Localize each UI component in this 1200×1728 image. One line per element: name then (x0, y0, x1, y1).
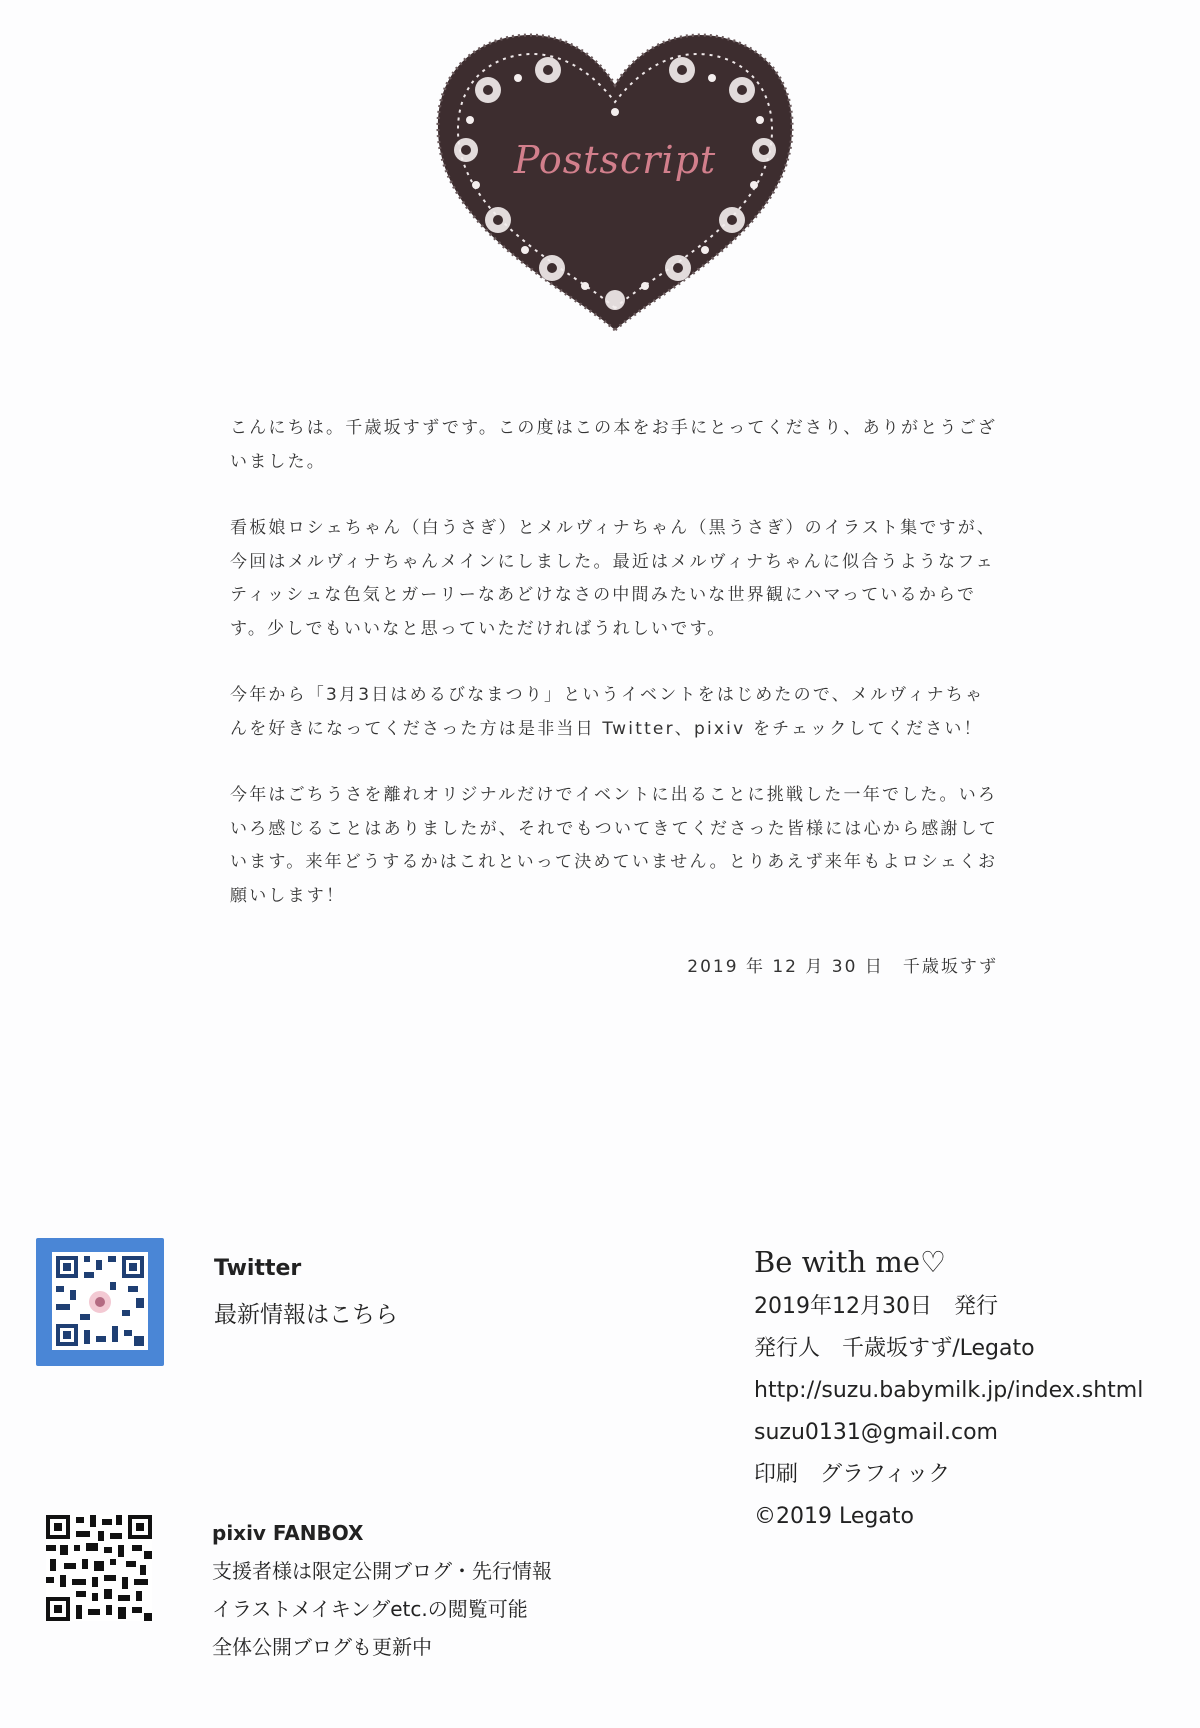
copyright: ©2019 Legato (754, 1504, 914, 1529)
letter-paragraph: 看板娘ロシェちゃん（白うさぎ）とメルヴィナちゃん（黒うさぎ）のイラスト集ですが、今回はメルヴィナちゃんメインにしました。最近はメルヴィナちゃんに似合うようなフェティッシュな色気とガーリーなあどけなさの中間みたいな世界観にハマっているからです。少しでもいいなと思っていただければうれしいです。 (230, 518, 997, 639)
fanbox-line: 全体公開ブログも更新中 (212, 1635, 432, 1659)
fanbox-line: 支援者様は限定公開ブログ・先行情報 (212, 1559, 552, 1583)
qr-code-icon (36, 1238, 164, 1366)
fanbox-qr-code[interactable] (46, 1515, 152, 1621)
fanbox-info (212, 1514, 552, 1666)
letter-paragraph: 今年から「3月3日はめるびなまつり」というイベントをはじめたので、メルヴィナちゃんを好きになってくださった方は是非当日 Twitter、pixiv をチェックしてください！ (230, 685, 985, 739)
letter-paragraph: 今年はごちうさを離れオリジナルだけでイベントに出ることに挑戦した一年でした。いろいろ感じることはありましたが、それでもついてきてくださった皆様には心から感謝しています。来年どうするかはこれといって決めていません。とりあえず来年もよロシェくお願いします！ (230, 785, 998, 906)
website-url[interactable]: http://suzu.babymilk.jp/index.shtml (754, 1378, 1144, 1403)
issue-date: 2019年12月30日 発行 (754, 1294, 998, 1319)
publisher: 発行人 千歳坂すず/Legato (754, 1336, 1035, 1361)
twitter-subtitle: 最新情報はこちら (214, 1302, 398, 1328)
postscript-heart-header (430, 20, 800, 340)
email-address[interactable]: suzu0131@gmail.com (754, 1420, 998, 1445)
fanbox-line: イラストメイキングetc.の閲覧可能 (212, 1597, 528, 1621)
twitter-title: Twitter (214, 1256, 302, 1281)
colophon (754, 1238, 1143, 1538)
letter-signature: 2019 年 12 月 30 日 千歳坂すず (687, 957, 998, 977)
book-title: Be with me♡ (754, 1245, 946, 1279)
printer: 印刷 グラフィック (754, 1462, 951, 1487)
postscript-letter (230, 412, 1000, 946)
qr-code-icon (46, 1515, 152, 1621)
fanbox-title: pixiv FANBOX (212, 1521, 364, 1545)
letter-paragraph: こんにちは。千歳坂すずです。この度はこの本をお手にとってくださり、ありがとうございました。 (230, 418, 997, 472)
twitter-qr-code[interactable] (36, 1238, 164, 1366)
postscript-title: Postscript (513, 138, 717, 182)
